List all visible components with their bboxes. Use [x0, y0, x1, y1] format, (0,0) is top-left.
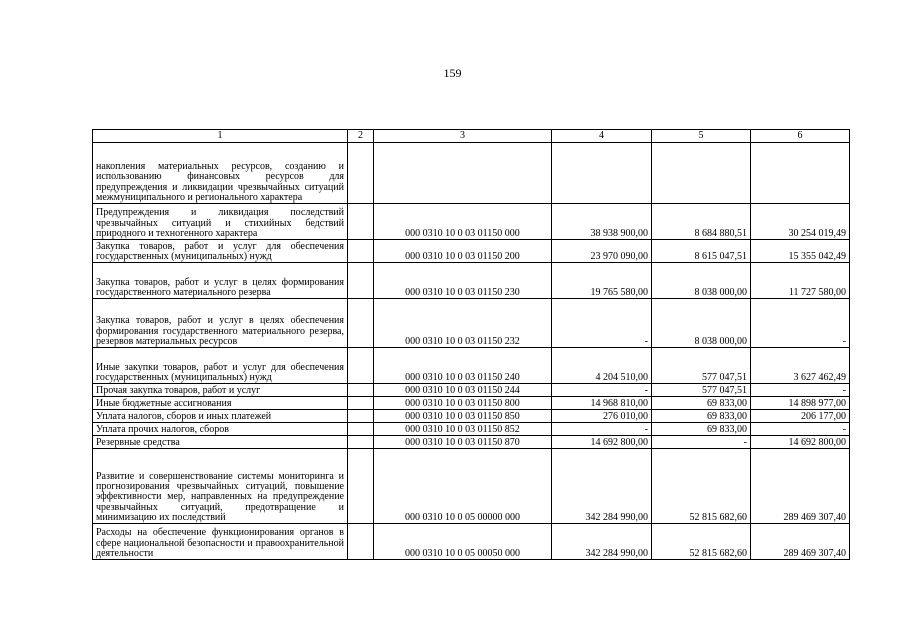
row-col2 — [348, 397, 374, 410]
row-value-4: 19 765 580,00 — [552, 263, 652, 299]
header-col-5: 5 — [652, 130, 751, 143]
row-value-4: 23 970 090,00 — [552, 240, 652, 263]
row-value-5: 577 047,51 — [652, 384, 751, 397]
row-col2 — [348, 263, 374, 299]
row-description: накопления материальных ресурсов, созданию и использованию финансовых ресурсов для предупреждения и ликвидации чрезвычайных ситуаций межмуниципального и регионального характера — [93, 143, 348, 204]
header-col-6: 6 — [751, 130, 850, 143]
header-col-1: 1 — [93, 130, 348, 143]
header-col-4: 4 — [552, 130, 652, 143]
row-budget-code: 000 0310 10 0 03 01150 230 — [374, 263, 552, 299]
row-value-5: 69 833,00 — [652, 423, 751, 436]
row-value-5: 8 038 000,00 — [652, 263, 751, 299]
row-value-4: - — [552, 384, 652, 397]
row-budget-code: 000 0310 10 0 03 01150 244 — [374, 384, 552, 397]
row-value-4: 14 968 810,00 — [552, 397, 652, 410]
row-value-4: 4 204 510,00 — [552, 348, 652, 384]
row-budget-code — [374, 143, 552, 204]
row-value-6: 289 469 307,40 — [751, 449, 850, 524]
row-col2 — [348, 449, 374, 524]
row-value-6: 14 692 800,00 — [751, 436, 850, 449]
table-row — [93, 436, 850, 449]
row-budget-code: 000 0310 10 0 05 00000 000 — [374, 449, 552, 524]
row-value-6: - — [751, 299, 850, 348]
table-row — [93, 204, 850, 240]
row-col2 — [348, 524, 374, 560]
row-budget-code: 000 0310 10 0 03 01150 800 — [374, 397, 552, 410]
row-value-5: 8 615 047,51 — [652, 240, 751, 263]
table-row — [93, 423, 850, 436]
row-description: Расходы на обеспечение функционирования органов в сфере национальной безопасности и правоохранительной деятельности — [93, 524, 348, 560]
row-value-5: 8 684 880,51 — [652, 204, 751, 240]
row-budget-code: 000 0310 10 0 05 00050 000 — [374, 524, 552, 560]
row-description: Развитие и совершенствование системы мониторинга и прогнозирования чрезвычайных ситуаций, повышение эффективности мер, направленных на предупреждение чрезвычайных ситуаций, предотвращение и минимизацию их последствий — [93, 449, 348, 524]
table-row — [93, 348, 850, 384]
row-budget-code: 000 0310 10 0 03 01150 852 — [374, 423, 552, 436]
row-col2 — [348, 423, 374, 436]
table-row — [93, 524, 850, 560]
table-row — [93, 240, 850, 263]
table-row — [93, 449, 850, 524]
table-header-row — [93, 130, 850, 143]
row-value-5: 69 833,00 — [652, 397, 751, 410]
row-description: Прочая закупка товаров, работ и услуг — [93, 384, 348, 397]
row-value-6: 30 254 019,49 — [751, 204, 850, 240]
row-value-6: 15 355 042,49 — [751, 240, 850, 263]
row-description: Закупка товаров, работ и услуг в целях обеспечения формирования государственного материального резерва, резервов материальных ресурсов — [93, 299, 348, 348]
header-col-2: 2 — [348, 130, 374, 143]
row-col2 — [348, 204, 374, 240]
row-value-4 — [552, 143, 652, 204]
row-value-4: 342 284 990,00 — [552, 449, 652, 524]
row-value-6: 14 898 977,00 — [751, 397, 850, 410]
row-budget-code: 000 0310 10 0 03 01150 000 — [374, 204, 552, 240]
table-row — [93, 299, 850, 348]
header-col-3: 3 — [374, 130, 552, 143]
row-value-5: 52 815 682,60 — [652, 449, 751, 524]
row-value-6 — [751, 143, 850, 204]
table-row — [93, 397, 850, 410]
row-value-4: 14 692 800,00 — [552, 436, 652, 449]
row-budget-code: 000 0310 10 0 03 01150 232 — [374, 299, 552, 348]
table-body — [93, 143, 850, 560]
row-value-6: 3 627 462,49 — [751, 348, 850, 384]
table-row — [93, 263, 850, 299]
row-col2 — [348, 299, 374, 348]
row-description: Уплата налогов, сборов и иных платежей — [93, 410, 348, 423]
row-col2 — [348, 143, 374, 204]
row-value-6: 289 469 307,40 — [751, 524, 850, 560]
row-description: Иные бюджетные ассигнования — [93, 397, 348, 410]
budget-table — [92, 129, 850, 560]
row-value-6: 206 177,00 — [751, 410, 850, 423]
page-number: 159 — [443, 66, 462, 80]
row-description: Закупка товаров, работ и услуг в целях формирования государственного материального резерва — [93, 263, 348, 299]
row-col2 — [348, 410, 374, 423]
table-row — [93, 384, 850, 397]
row-value-6: 11 727 580,00 — [751, 263, 850, 299]
row-budget-code: 000 0310 10 0 03 01150 850 — [374, 410, 552, 423]
row-value-5: 69 833,00 — [652, 410, 751, 423]
row-value-5: 577 047,51 — [652, 348, 751, 384]
row-value-5: - — [652, 436, 751, 449]
row-value-5 — [652, 143, 751, 204]
row-description: Иные закупки товаров, работ и услуг для обеспечения государственных (муниципальных) нужд — [93, 348, 348, 384]
row-col2 — [348, 348, 374, 384]
row-description: Закупка товаров, работ и услуг для обеспечения государственных (муниципальных) нужд — [93, 240, 348, 263]
row-budget-code: 000 0310 10 0 03 01150 870 — [374, 436, 552, 449]
row-description: Уплата прочих налогов, сборов — [93, 423, 348, 436]
row-value-6: - — [751, 423, 850, 436]
row-value-5: 52 815 682,60 — [652, 524, 751, 560]
table-row — [93, 143, 850, 204]
table-row — [93, 410, 850, 423]
row-value-6: - — [751, 384, 850, 397]
row-value-4: - — [552, 423, 652, 436]
row-col2 — [348, 384, 374, 397]
row-value-4: 276 010,00 — [552, 410, 652, 423]
row-budget-code: 000 0310 10 0 03 01150 200 — [374, 240, 552, 263]
row-value-4: 38 938 900,00 — [552, 204, 652, 240]
row-col2 — [348, 240, 374, 263]
row-description: Резервные средства — [93, 436, 348, 449]
row-budget-code: 000 0310 10 0 03 01150 240 — [374, 348, 552, 384]
row-value-4: - — [552, 299, 652, 348]
row-value-5: 8 038 000,00 — [652, 299, 751, 348]
row-col2 — [348, 436, 374, 449]
row-value-4: 342 284 990,00 — [552, 524, 652, 560]
row-description: Предупреждения и ликвидация последствий чрезвычайных ситуаций и стихийных бедствий природного и техногенного характера — [93, 204, 348, 240]
